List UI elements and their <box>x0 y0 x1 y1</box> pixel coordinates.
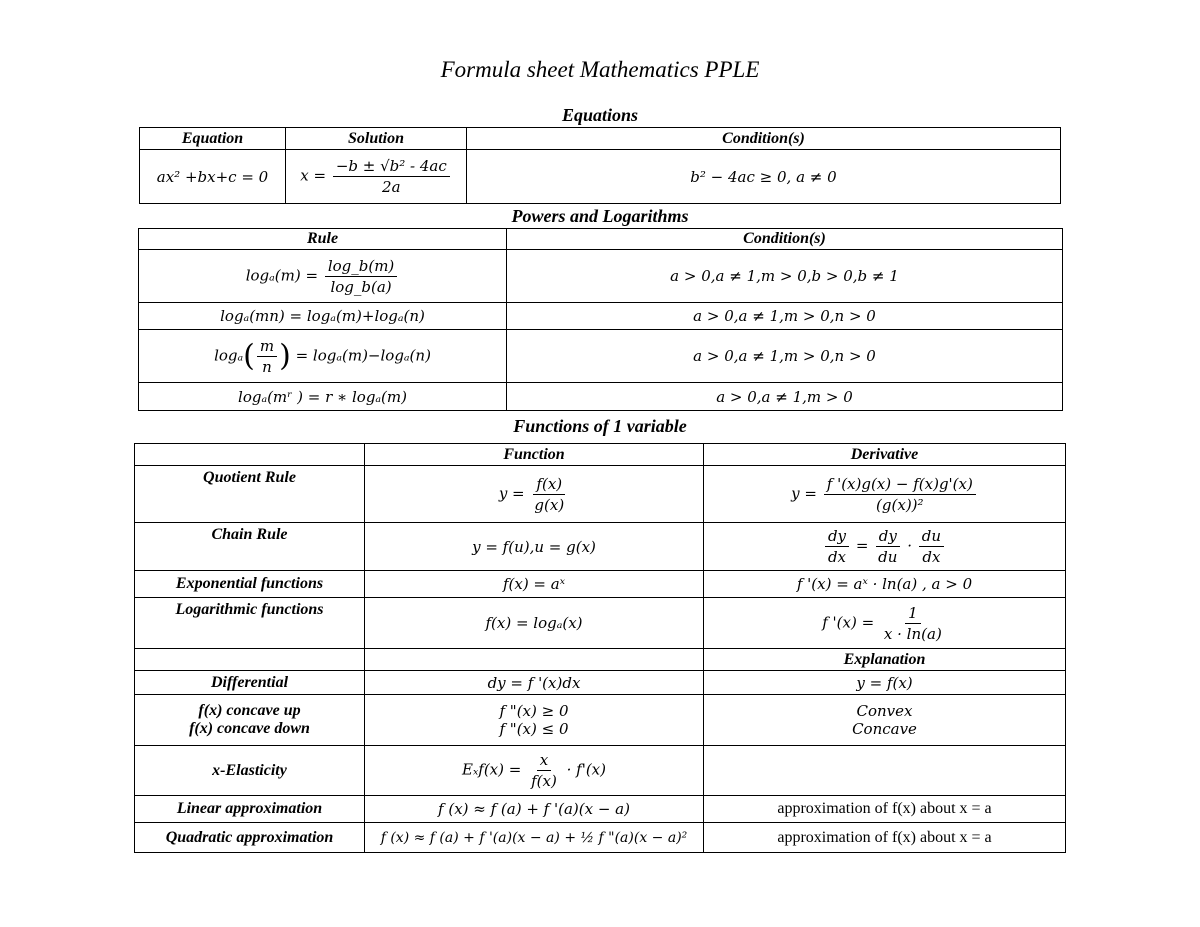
rule-rest: = logₐ(m)−logₐ(n) <box>295 346 431 364</box>
header-conditions: Condition(s) <box>467 128 1061 150</box>
quadratic-condition: b² − 4ac ≥ 0, a ≠ 0 <box>467 150 1061 204</box>
linear-function: f (x) ≈ f (a) + f '(a)(x − a) <box>365 796 704 823</box>
functions-heading: Functions of 1 variable <box>513 416 687 436</box>
du-dx-denominator: dx <box>922 548 941 566</box>
du-dx-numerator: du <box>919 526 944 547</box>
derivative-denominator: x · ln(a) <box>883 624 942 643</box>
exponential-derivative: f '(x) = aˣ · ln(a) , a > 0 <box>704 571 1066 598</box>
derivative-lhs: y = <box>791 484 817 502</box>
rule-quotient: logₐ( $\frac{m}{n}$ ) = logₐ(m)−logₐ(n) <box>139 330 507 383</box>
solution-denominator: 2a <box>382 178 401 196</box>
rule-denominator: log_b(a) <box>330 277 392 296</box>
derivative-lhs: f '(x) = <box>822 613 875 631</box>
concave-text: Concave <box>852 720 917 738</box>
powers-table <box>138 228 1063 411</box>
elasticity-function <box>365 746 704 796</box>
derivative-fraction <box>824 474 976 515</box>
label-exponential: Exponential functions <box>135 571 365 598</box>
derivative-numerator: f '(x)g(x) − f(x)g'(x) <box>824 474 976 495</box>
label-elasticity: x-Elasticity <box>135 746 365 796</box>
empty-cell <box>704 746 1066 796</box>
rule-denominator: n <box>262 357 272 376</box>
quadratic-equation: ax² +bx+c = 0 <box>140 150 286 204</box>
dy-du <box>875 526 900 567</box>
dy-du-numerator: dy <box>876 526 900 547</box>
derivative-numerator: 1 <box>905 603 921 624</box>
equations-heading: Equations <box>561 105 639 125</box>
header-explanation: Explanation <box>704 649 1066 671</box>
powers-heading: Powers and Logarithms <box>511 206 689 226</box>
elasticity-lhs: Eₓf(x) = <box>462 760 522 779</box>
solution-numerator: −b ± √b² - 4ac <box>333 156 450 177</box>
logarithmic-function: f(x) = logₐ(x) <box>365 598 704 649</box>
function-lhs: y = <box>498 484 525 502</box>
elasticity-rest: · f'(x) <box>566 760 606 779</box>
rule-change-of-base <box>139 250 507 303</box>
page-title: Formula sheet Mathematics PPLE <box>440 57 760 82</box>
header-empty <box>135 444 365 466</box>
rule-log: logₐ <box>214 346 244 364</box>
functions-table <box>134 443 1066 853</box>
empty-cell <box>135 649 365 671</box>
label-logarithmic: Logarithmic functions <box>135 598 365 649</box>
dot-operator: · <box>907 536 912 555</box>
rule-power: logₐ(mʳ ) = r ∗ logₐ(m) <box>139 383 507 411</box>
header-derivative: Derivative <box>704 444 1066 466</box>
header-solution: Solution <box>286 128 467 150</box>
condition-power: a > 0,a ≠ 1,m > 0 <box>507 383 1063 411</box>
concave-up-condition: f "(x) ≥ 0 <box>499 702 569 720</box>
exponential-function: f(x) = aˣ <box>365 571 704 598</box>
concavity-function <box>365 695 704 746</box>
header-function: Function <box>365 444 704 466</box>
label-quotient-rule: Quotient Rule <box>135 466 365 523</box>
dy-du-denominator: du <box>878 548 898 566</box>
rule-product: logₐ(mn) = logₐ(m)+logₐ(n) <box>139 303 507 330</box>
concavity-explanation <box>704 695 1066 746</box>
quotient-function <box>365 466 704 523</box>
equals-sign: = <box>855 536 869 555</box>
label-concavity <box>135 695 365 746</box>
solution-lhs: x = <box>300 166 327 185</box>
function-numerator: f(x) <box>533 474 565 495</box>
function-fraction <box>531 474 567 515</box>
condition-quotient: a > 0,a ≠ 1,m > 0,n > 0 <box>507 330 1063 383</box>
derivative-denominator: (g(x))² <box>876 495 924 514</box>
header-rule: Rule <box>139 229 507 250</box>
dy-dx-numerator: dy <box>825 526 849 547</box>
label-differential: Differential <box>135 671 365 695</box>
derivative-fraction <box>881 603 945 644</box>
dy-dx <box>825 526 849 567</box>
quadratic-explanation: approximation of f(x) about x = a <box>704 823 1066 853</box>
solution-fraction <box>333 156 450 197</box>
quotient-derivative <box>704 466 1066 523</box>
label-linear-approximation: Linear approximation <box>135 796 365 823</box>
chain-function: y = f(u),u = g(x) <box>365 523 704 571</box>
header-conditions: Condition(s) <box>507 229 1063 250</box>
dy-dx-denominator: dx <box>827 548 847 566</box>
elasticity-fraction <box>528 750 560 791</box>
logarithmic-derivative <box>704 598 1066 649</box>
condition-change-of-base: a > 0,a ≠ 1,m > 0,b > 0,b ≠ 1 <box>507 250 1063 303</box>
rule-lhs: logₐ(m) = <box>245 266 319 284</box>
label-chain-rule: Chain Rule <box>135 523 365 571</box>
concave-down-condition: f "(x) ≤ 0 <box>499 720 569 738</box>
label-concave-down: f(x) concave down <box>189 720 310 737</box>
equations-table <box>139 127 1061 204</box>
linear-explanation: approximation of f(x) about x = a <box>704 796 1066 823</box>
empty-cell <box>365 649 704 671</box>
label-concave-up: f(x) concave up <box>198 702 301 719</box>
quadratic-function: f (x) ≈ f (a) + f '(a)(x − a) + ½ f "(a)(x − a)² <box>365 823 704 853</box>
du-dx <box>919 526 944 567</box>
rule-numerator: log_b(m) <box>325 256 397 277</box>
elasticity-denominator: f(x) <box>531 772 557 790</box>
rule-fraction <box>325 256 397 297</box>
chain-derivative <box>704 523 1066 571</box>
differential-explanation: y = f(x) <box>704 671 1066 695</box>
function-denominator: g(x) <box>534 495 565 514</box>
differential-function: dy = f '(x)dx <box>365 671 704 695</box>
elasticity-numerator: x <box>537 750 551 771</box>
label-quadratic-approximation: Quadratic approximation <box>135 823 365 853</box>
rule-fraction <box>257 336 277 377</box>
quadratic-solution <box>286 150 467 204</box>
convex-text: Convex <box>856 702 913 720</box>
header-equation: Equation <box>140 128 286 150</box>
condition-product: a > 0,a ≠ 1,m > 0,n > 0 <box>507 303 1063 330</box>
rule-numerator: m <box>257 336 277 357</box>
